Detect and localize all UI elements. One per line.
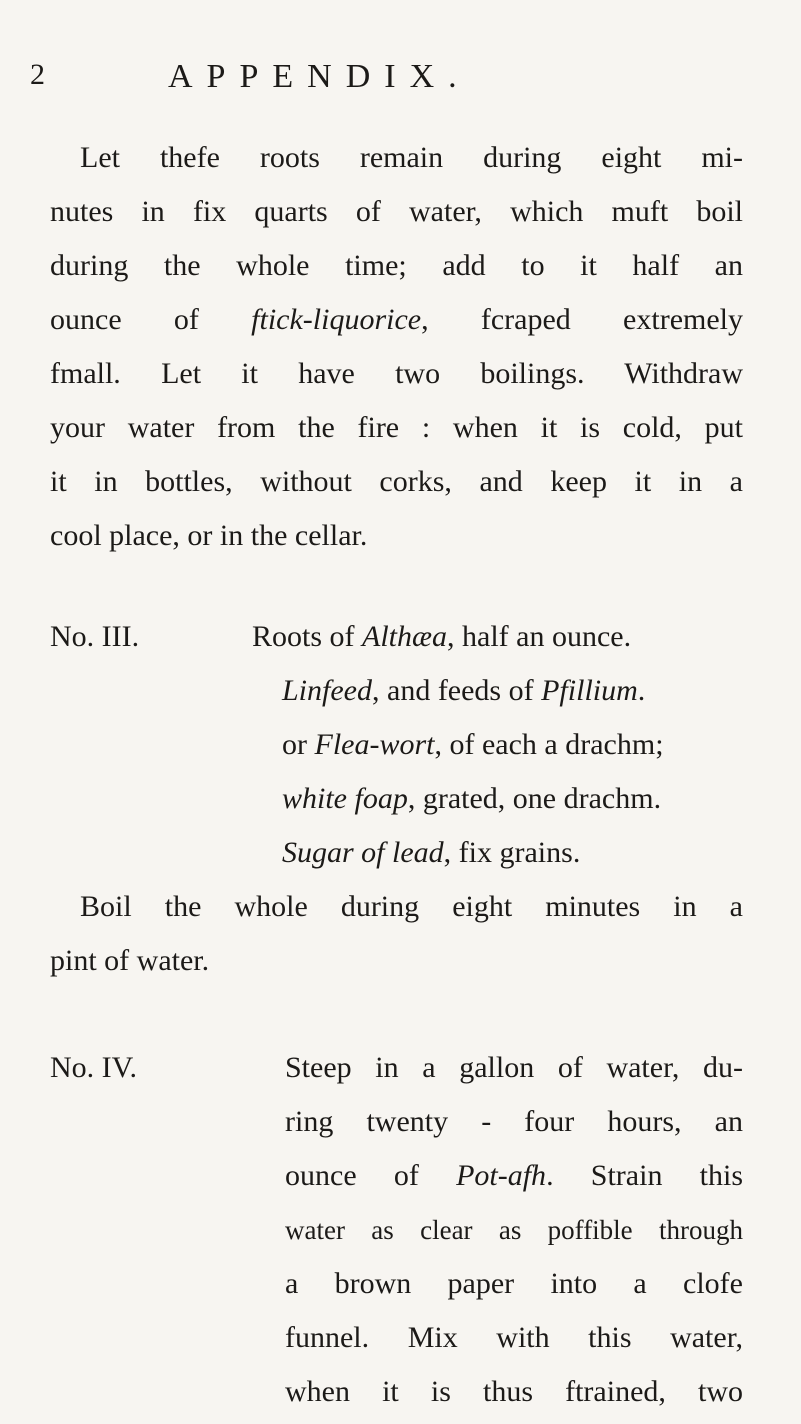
- text-line: it in bottles, without corks, and keep it in a: [50, 465, 743, 498]
- text-line: nutes in fix quarts of water, which muft boil: [50, 195, 743, 228]
- text-line: your water from the fire : when it is cold, put: [50, 411, 743, 444]
- running-head: APPENDIX.: [168, 58, 471, 95]
- text-line: fmall. Let it have two boilings. Withdraw: [50, 357, 743, 390]
- ingredient-line: white foap, grated, one drachm.: [282, 782, 662, 815]
- page-header: [0, 58, 801, 98]
- text-line: Steep in a gallon of water, du-: [285, 1051, 743, 1084]
- ingredient-line: Linfeed, and feeds of Pfillium.: [282, 674, 646, 707]
- text-line: cool place, or in the cellar.: [50, 519, 368, 552]
- instruction-line: pint of water.: [50, 944, 210, 977]
- ingredient-line: Sugar of lead, fix grains.: [282, 836, 581, 869]
- text-line: ounce of ftick-liquorice, fcraped extremely: [50, 303, 743, 336]
- recipe-number: No. IV.: [50, 1051, 137, 1084]
- text-line: ring twenty - four hours, an: [285, 1105, 743, 1138]
- instruction-line: Boil the whole during eight minutes in a: [80, 890, 743, 923]
- ingredient-line: Roots of Althæa, half an ounce.: [252, 620, 632, 653]
- text-line: funnel. Mix with this water,: [285, 1321, 743, 1354]
- ingredient-line: or Flea-wort, of each a drachm;: [282, 728, 664, 761]
- italic-term: ftick-liquorice: [251, 303, 422, 336]
- text-line: ounce of Pot-afh. Strain this: [285, 1159, 743, 1192]
- text-line: Let thefe roots remain during eight mi-: [80, 141, 743, 174]
- recipe-number: No. III.: [50, 620, 140, 653]
- text-line: during the whole time; add to it half an: [50, 249, 743, 282]
- text-line: when it is thus ftrained, two: [285, 1375, 743, 1408]
- text-line: a brown paper into a clofe: [285, 1267, 743, 1300]
- text-line: water as clear as poffible through: [285, 1215, 743, 1245]
- page-number: 2: [30, 58, 45, 91]
